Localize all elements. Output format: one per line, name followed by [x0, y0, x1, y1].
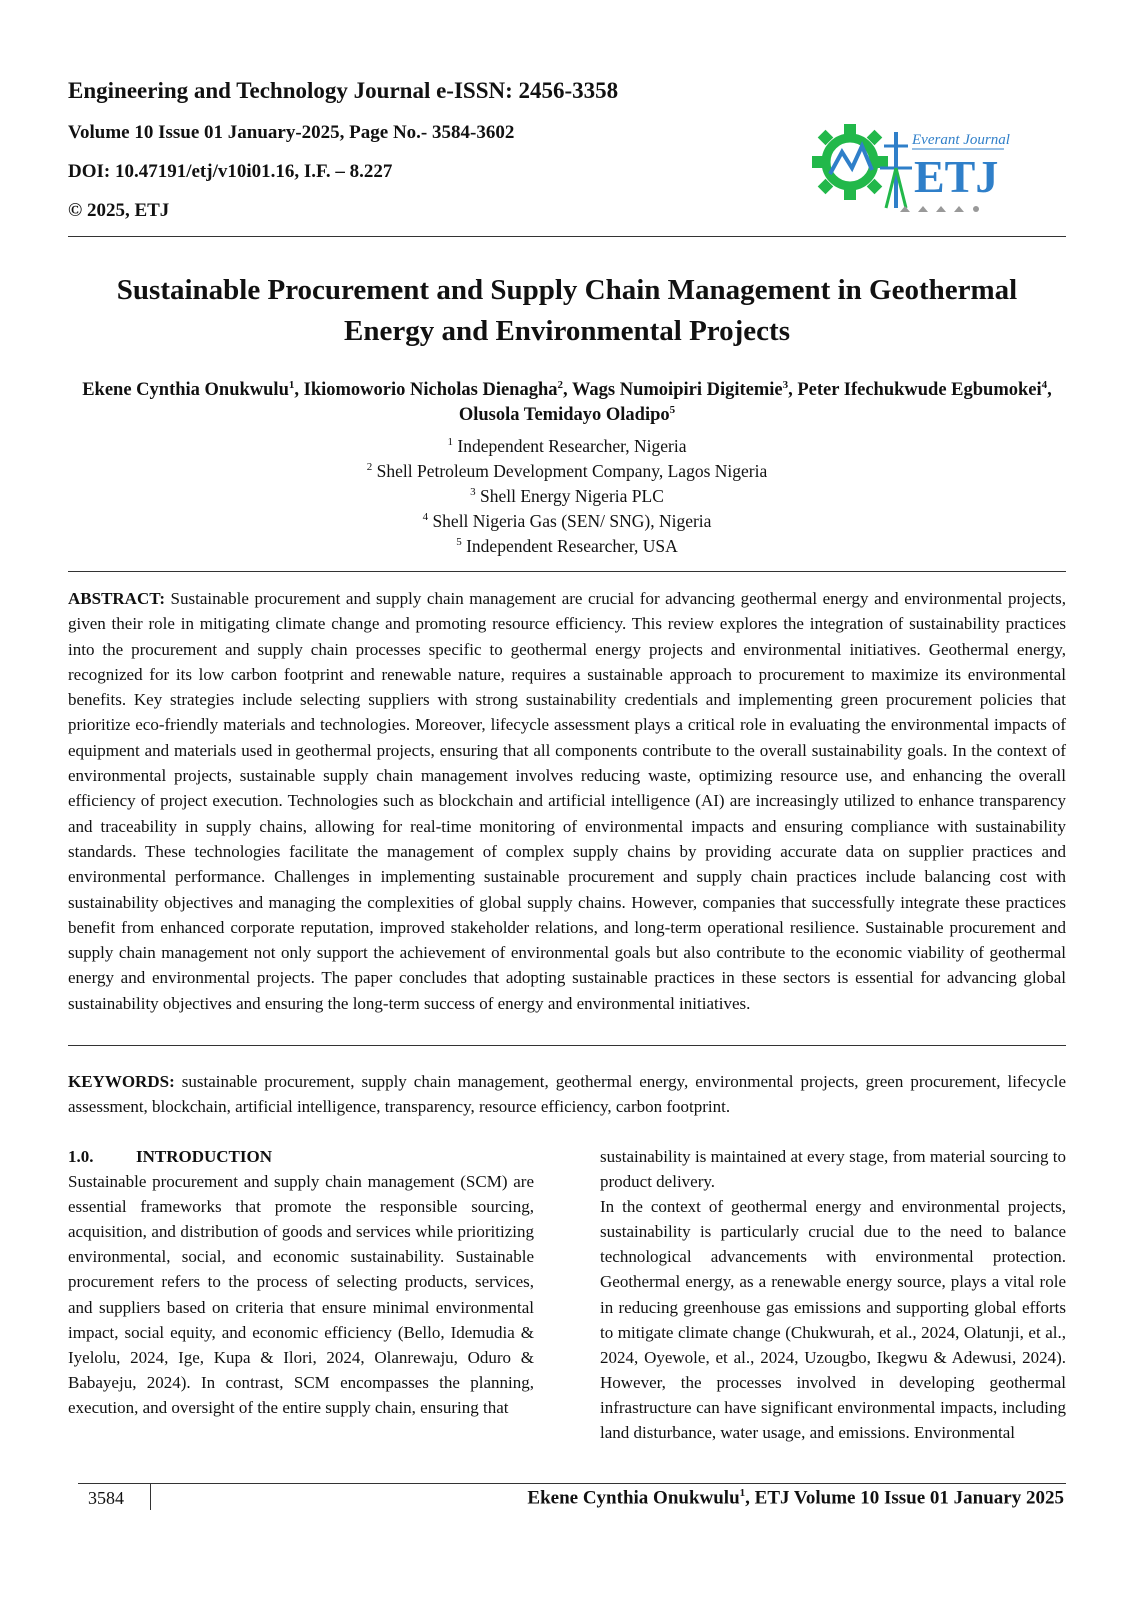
affiliation-text: Shell Petroleum Development Company, Lagos Nigeria: [376, 461, 768, 481]
affiliation-text: Independent Researcher, USA: [466, 536, 678, 556]
footer-author: Ekene Cynthia Onukwulu: [527, 1487, 740, 1509]
logo-ornament: [900, 206, 979, 212]
author-name: Wags Numoipiri Digitemie: [571, 380, 783, 400]
affiliation-text: Shell Nigeria Gas (SEN/ SNG), Nigeria: [432, 511, 712, 531]
footer-divider: [150, 1484, 151, 1510]
keywords: [68, 1069, 1066, 1120]
affiliation-sup: 5: [456, 536, 462, 549]
affiliation-text: Independent Researcher, Nigeria: [457, 436, 687, 456]
intro-right-column: [600, 1144, 1066, 1445]
author-sup: 3: [782, 378, 789, 391]
footer-rule: [78, 1483, 1066, 1484]
author-name: Ikiomoworio Nicholas Dienagha: [303, 380, 558, 400]
intro-left-column: [68, 1144, 534, 1420]
affiliation-text: Shell Energy Nigeria PLC: [479, 486, 664, 506]
author-list: [68, 378, 1066, 428]
affiliation-item: [68, 509, 1066, 534]
abstract: [68, 586, 1066, 1016]
doi-info: DOI: 10.47191/etj/v10i01.16, I.F. – 8.227: [68, 161, 393, 182]
author-name: Olusola Temidayo Oladipo: [458, 405, 670, 425]
abstract-text: Sustainable procurement and supply chain management are crucial for advancing geothermal energy and environmental projects, given their role in mitigating climate change and promoting resource efficiency. This review explores the integration of sustainability practices into the procurement and supply chain processes specific to geothermal energy projects and environmental initiatives. Geothermal energy, recognized for its low carbon footprint and renewable nature, requires a sustainable approach to procurement to maximize its environmental benefits. Key strategies include selecting suppliers with strong sustainability credentials and implementing green procurement policies that prioritize eco-friendly materials and technologies. Moreover, lifecycle assessment plays a critical role in evaluating the environmental impacts of equipment and materials used in geothermal projects, ensuring that all components contribute to the overall sustainability goals. In the context of environmental projects, sustainable supply chain management involves reducing waste, optimizing resource use, and enhancing the overall efficiency of project execution. Technologies such as blockchain and artificial intelligence (AI) are increasingly utilized to enhance transparency and traceability in supply chains, allowing for real-time monitoring of environmental impacts and ensuring compliance with sustainability standards. These technologies facilitate the management of complex supply chains by providing accurate data on supplier practices and environmental performance. Challenges in implementing sustainable procurement and supply chain practices include balancing cost with sustainability objectives and managing the complexities of global supply chains. However, companies that successfully integrate these practices benefit from enhanced corporate reputation, improved stakeholder relations, and long-term operational resilience. Sustainable procurement and supply chain management not only support the achievement of environmental goals but also contribute to the economic viability of geothermal energy and environmental projects. The paper concludes that adopting sustainable practices in these sectors is essential for advancing global sustainability objectives and ensuring the long-term success of energy and environmental initiatives.: [68, 589, 1067, 1013]
affiliation-item: [68, 459, 1066, 484]
abstract-label: ABSTRACT:: [68, 589, 165, 608]
author-name: Peter Ifechukwude Egbumokei: [797, 380, 1042, 400]
section-title: INTRODUCTION: [136, 1147, 273, 1166]
abstract-bottom-rule: [68, 1045, 1066, 1046]
author-name: Ekene Cynthia Onukwulu: [82, 380, 289, 400]
affiliation-sup: 1: [447, 436, 453, 449]
header-rule: [68, 236, 1066, 237]
intro-paragraph-1: Sustainable procurement and supply chain management (SCM) are essential frameworks that promote the responsible sourcing, acquisition, and distribution of goods and services while prioritizing environmental, social, and economic sustainability. Sustainable procurement refers to the process of selecting products, services, and suppliers based on criteria that ensure minimal environmental impact, social equity, and economic efficiency (Bello, Idemudia & Iyelolu, 2024, Ige, Kupa & Ilori, 2024, Olanrewaju, Oduro & Babayeju, 2024). In contrast, SCM encompasses the planning, execution, and oversight of the entire supply chain, ensuring that: [68, 1172, 534, 1417]
author-sup: 5: [669, 403, 676, 416]
author-sup: 2: [557, 378, 564, 391]
tower-icon: [880, 132, 912, 208]
copyright: © 2025, ETJ: [68, 200, 170, 221]
intro-paragraph-1-cont: sustainability is maintained at every stage, from material sourcing to product delivery.: [600, 1147, 1066, 1192]
gear-icon: [812, 124, 888, 200]
footer-citation: [527, 1487, 1064, 1509]
affiliation-list: [68, 434, 1066, 559]
logo-main-text: ETJ: [914, 151, 999, 202]
author-separator: ,: [563, 380, 572, 400]
intro-paragraph-2: In the context of geothermal energy and environmental projects, sustainability is particularly crucial due to the need to balance technological advancements with environmental protection. Geothermal energy, as a renewable energy source, plays a vital role in reducing greenhouse gas emissions and supporting global efforts to mitigate climate change (Chukwurah, et al., 2024, Olatunji, et al., 2024, Oyewole, et al., 2024, Uzougbo, Ikegwu & Adewusi, 2024). However, the processes involved in developing geothermal infrastructure can have significant environmental impacts, including land disturbance, water usage, and emissions. Environmental: [600, 1197, 1066, 1443]
affiliation-sup: 2: [366, 461, 373, 474]
author-separator: ,: [1047, 380, 1052, 400]
footer-author-sup: 1: [739, 1487, 746, 1499]
title-line-2: Energy and Environmental Projects: [343, 315, 790, 347]
section-heading: [68, 1144, 534, 1169]
keywords-text: sustainable procurement, supply chain management, geothermal energy, environmental projects, green procurement, lifecycle assessment, blockchain, artificial intelligence, transparency, resource efficiency, carbon footprint.: [68, 1072, 1066, 1117]
affiliation-item: [68, 484, 1066, 509]
journal-name: Engineering and Technology Journal e-ISSN: 2456-3358: [68, 78, 619, 103]
author-sup: 4: [1041, 378, 1048, 391]
abstract-top-rule: [68, 571, 1066, 572]
page-number: 3584: [88, 1488, 124, 1508]
author-sup: 1: [288, 378, 295, 391]
title-line-1: Sustainable Procurement and Supply Chain Management in Geothermal: [116, 274, 1018, 306]
footer-journal: , ETJ Volume 10 Issue 01 January 2025: [745, 1487, 1064, 1509]
author-separator: ,: [788, 380, 798, 400]
author-separator: ,: [294, 380, 304, 400]
affiliation-sup: 3: [470, 486, 476, 499]
keywords-label: KEYWORDS:: [68, 1072, 175, 1091]
affiliation-item: [68, 434, 1066, 459]
affiliation-item: [68, 534, 1066, 559]
section-number: 1.0.: [68, 1147, 94, 1166]
paper-title: [68, 270, 1066, 352]
volume-info: Volume 10 Issue 01 January-2025, Page No.- 3584-3602: [68, 122, 515, 143]
logo-top-text: Everant Journal: [912, 132, 1010, 148]
etj-logo: [808, 112, 1018, 224]
affiliation-sup: 4: [422, 511, 429, 524]
